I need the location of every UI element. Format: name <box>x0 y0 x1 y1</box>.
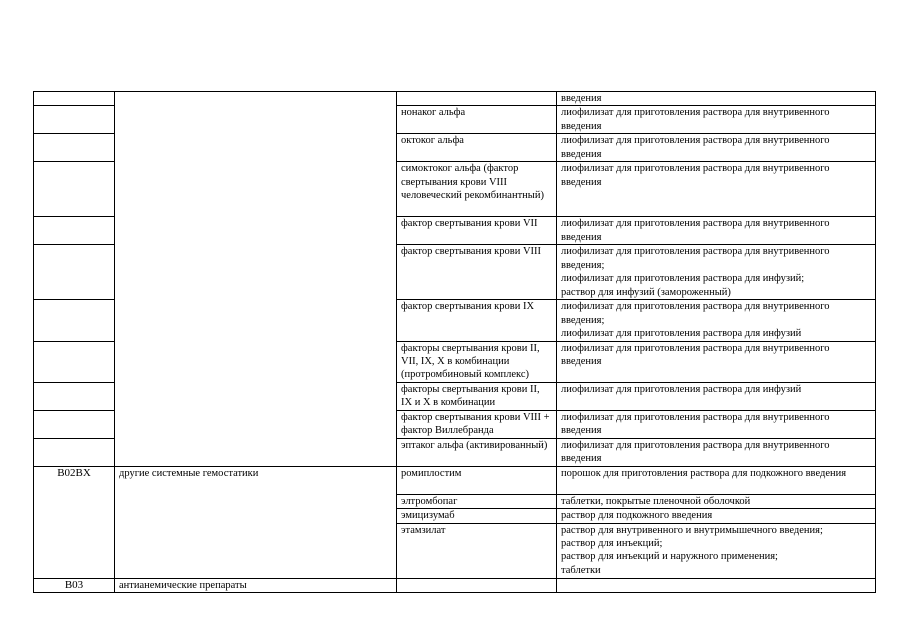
table-row <box>34 466 876 494</box>
dosage-form-cell: введения <box>557 92 876 106</box>
dosage-form-cell: раствор для внутривенного и внутримышечного введения; раствор для инъекций; раствор для инъекций и наружного применения; таблетки <box>557 523 876 578</box>
dosage-form-cell <box>557 578 876 592</box>
dosage-form-cell: лиофилизат для приготовления раствора для внутривенного введения <box>557 341 876 382</box>
dosage-form-cell: лиофилизат для приготовления раствора для инфузий <box>557 382 876 410</box>
dosage-form-cell: лиофилизат для приготовления раствора для внутривенного введения <box>557 106 876 134</box>
atc-code-cell: B03 <box>34 578 115 592</box>
dosage-form-cell: порошок для приготовления раствора для подкожного введения <box>557 466 876 494</box>
drug-name-cell: симоктоког альфа (фактор свертывания крови VIII человеческий рекомбинантный) <box>397 162 557 217</box>
drug-name-cell: ромиплостим <box>397 466 557 494</box>
drug-name-cell: фактор свертывания крови VIII <box>397 245 557 300</box>
drug-name-cell: факторы свертывания крови II, IX и X в комбинации <box>397 382 557 410</box>
drug-name-cell: элтромбопаг <box>397 494 557 508</box>
drug-list-table <box>33 91 876 593</box>
atc-code-cell <box>34 106 115 134</box>
table-row <box>34 92 876 106</box>
atc-code-cell <box>34 341 115 382</box>
drug-name-cell: этамзилат <box>397 523 557 578</box>
dosage-form-cell: лиофилизат для приготовления раствора для внутривенного введения <box>557 134 876 162</box>
atc-code-cell <box>34 217 115 245</box>
atc-code-cell <box>34 134 115 162</box>
drug-name-cell: нонаког альфа <box>397 106 557 134</box>
dosage-form-cell: лиофилизат для приготовления раствора для внутривенного введения <box>557 410 876 438</box>
table-row <box>34 578 876 592</box>
dosage-form-cell: лиофилизат для приготовления раствора для внутривенного введения; лиофилизат для приготовления раствора для инфузий <box>557 300 876 341</box>
drug-name-cell: фактор свертывания крови VIII + фактор Виллебранда <box>397 410 557 438</box>
drug-name-cell: фактор свертывания крови IX <box>397 300 557 341</box>
drug-name-cell <box>397 578 557 592</box>
drug-name-cell: факторы свертывания крови II, VII, IX, X в комбинации (протромбиновый комплекс) <box>397 341 557 382</box>
drug-name-cell <box>397 92 557 106</box>
dosage-form-cell: лиофилизат для приготовления раствора для внутривенного введения <box>557 217 876 245</box>
atc-code-cell <box>34 410 115 438</box>
atc-code-cell <box>34 438 115 466</box>
atc-code-cell <box>34 382 115 410</box>
atc-group-cell: другие системные гемостатики <box>115 466 397 578</box>
atc-code-cell <box>34 162 115 217</box>
dosage-form-cell: раствор для подкожного введения <box>557 509 876 523</box>
drug-name-cell: фактор свертывания крови VII <box>397 217 557 245</box>
drug-name-cell: эмицизумаб <box>397 509 557 523</box>
dosage-form-cell: лиофилизат для приготовления раствора для внутривенного введения; лиофилизат для приготовления раствора для инфузий; раствор для инфузий (замороженный) <box>557 245 876 300</box>
atc-code-cell <box>34 245 115 300</box>
dosage-form-cell: таблетки, покрытые пленочной оболочкой <box>557 494 876 508</box>
dosage-form-cell: лиофилизат для приготовления раствора для внутривенного введения <box>557 162 876 217</box>
dosage-form-cell: лиофилизат для приготовления раствора для внутривенного введения <box>557 438 876 466</box>
atc-code-cell <box>34 92 115 106</box>
atc-group-cell <box>115 92 397 467</box>
atc-code-cell <box>34 300 115 341</box>
drug-name-cell: октоког альфа <box>397 134 557 162</box>
atc-group-cell: антианемические препараты <box>115 578 397 592</box>
atc-code-cell: B02BX <box>34 466 115 578</box>
drug-name-cell: эптаког альфа (активированный) <box>397 438 557 466</box>
